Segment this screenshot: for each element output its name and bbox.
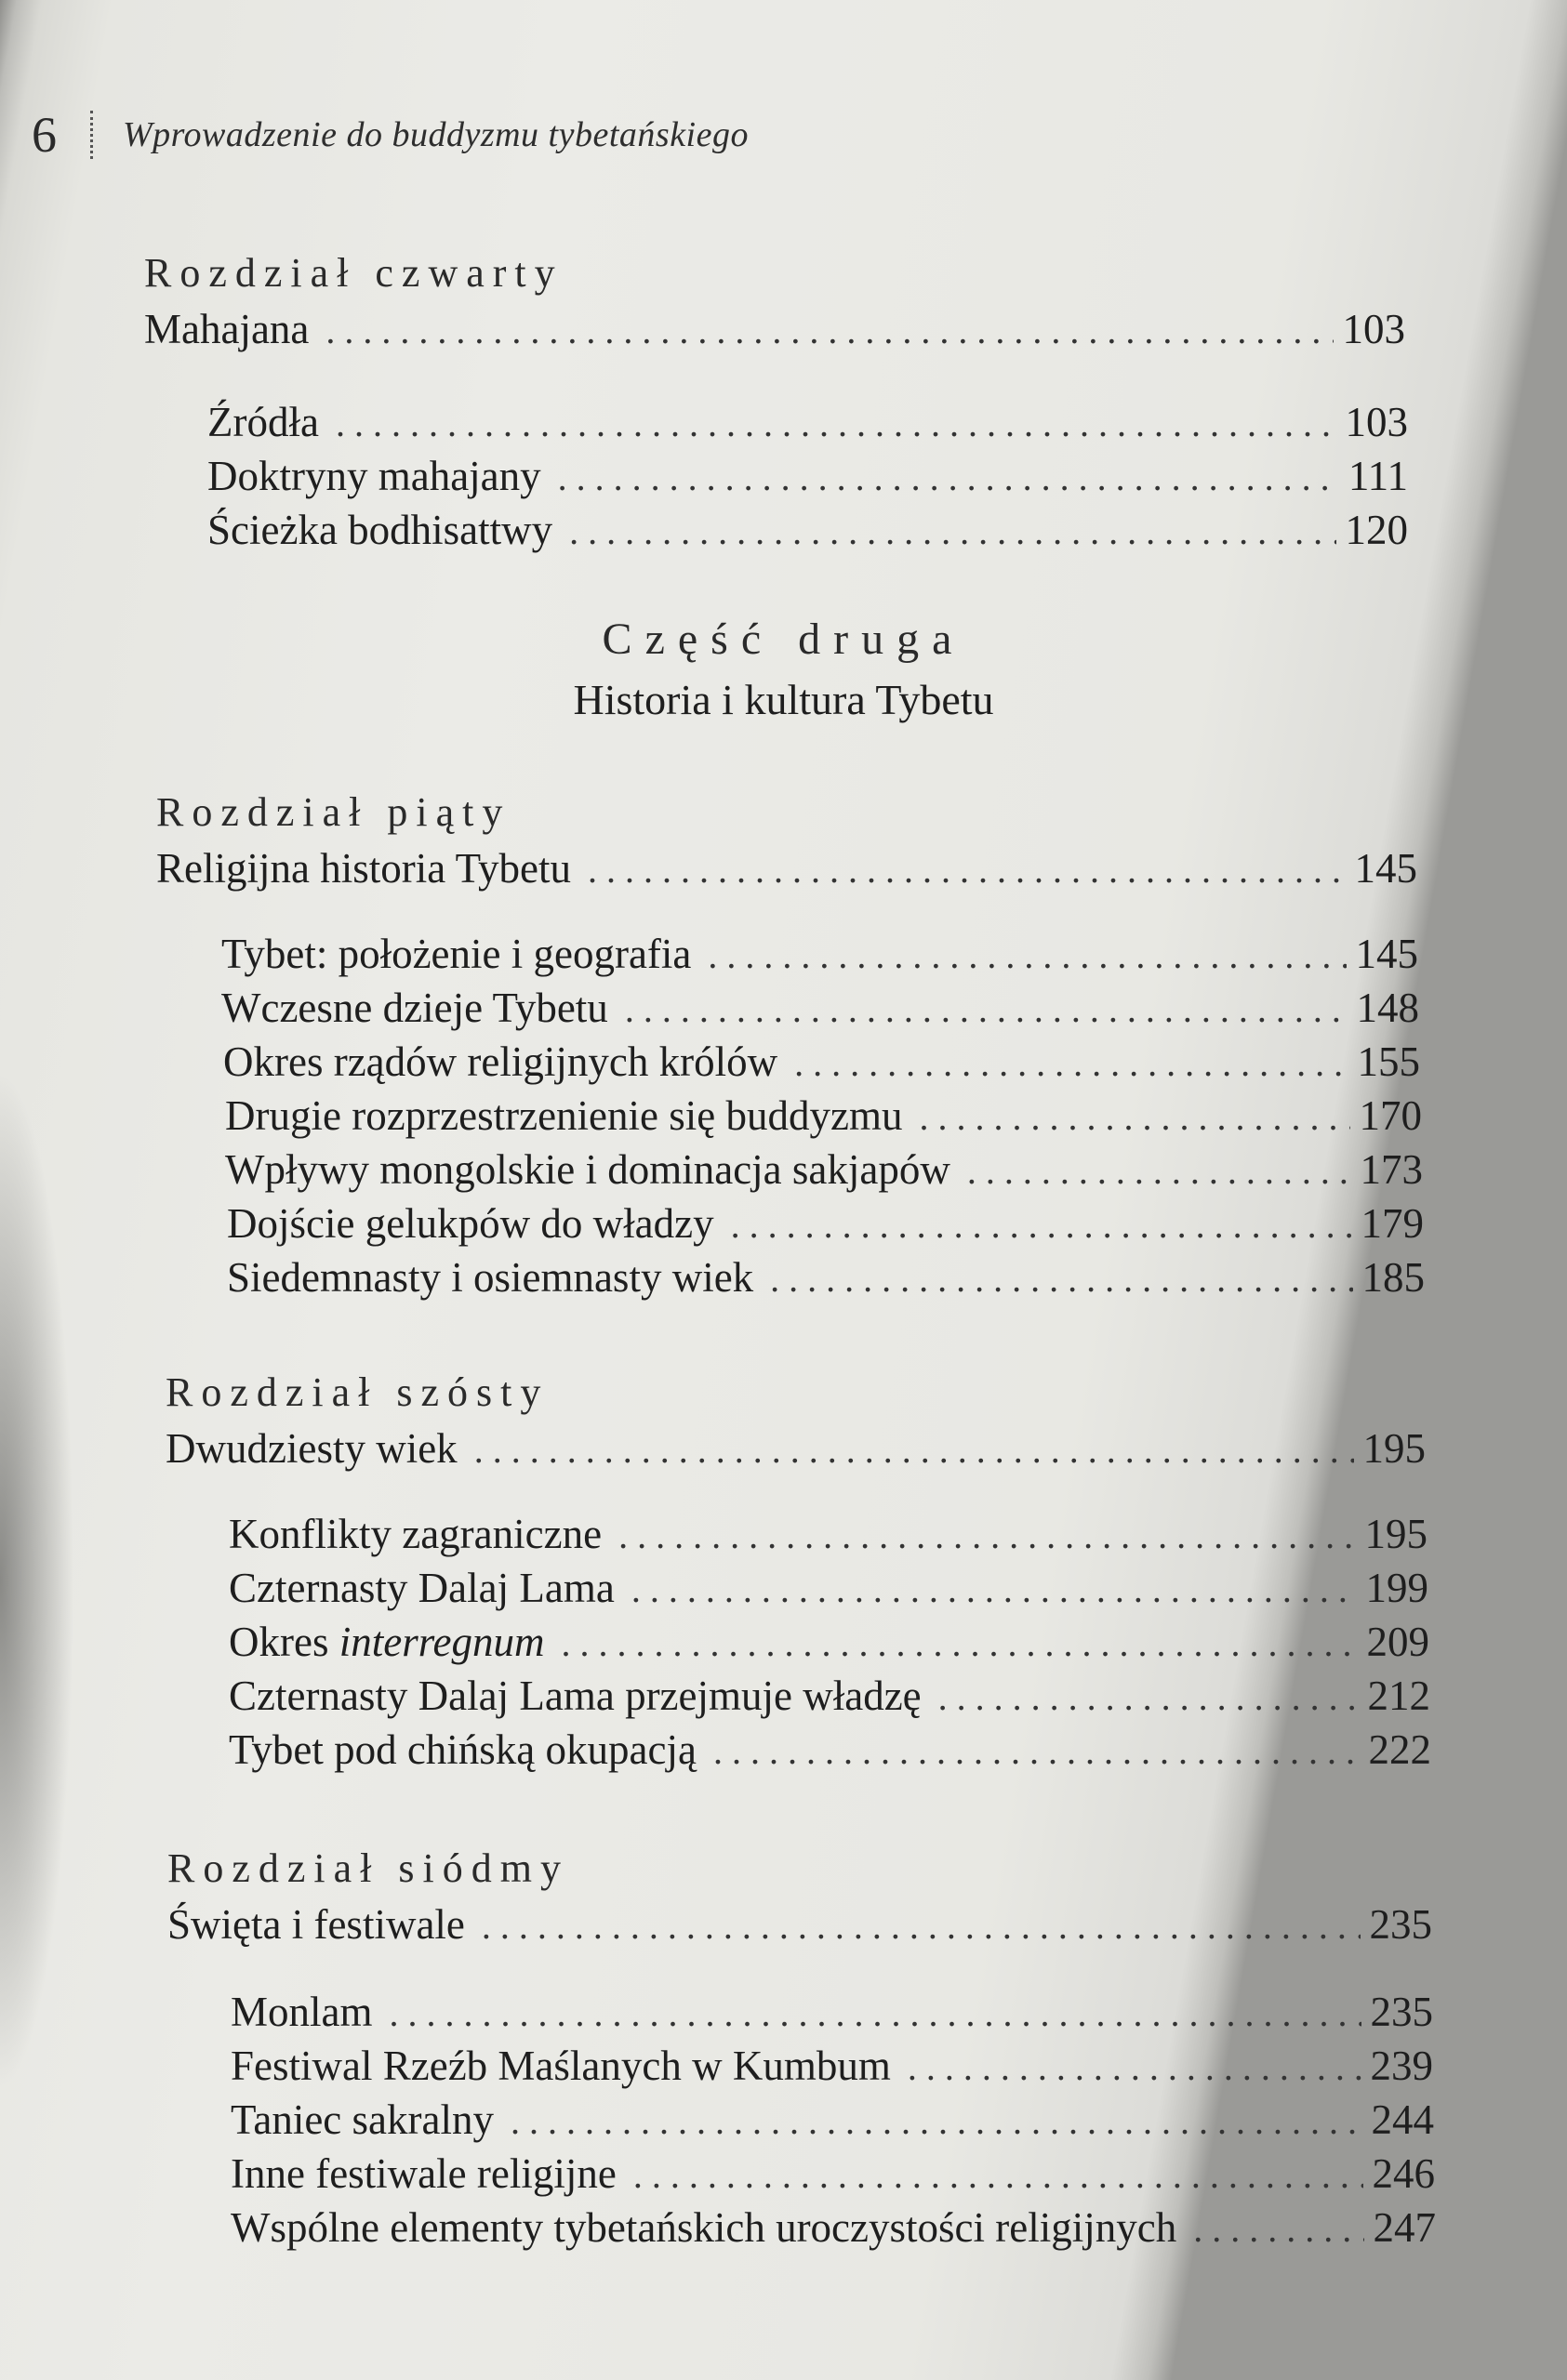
- toc-entry-title: Czternasty Dalaj Lama: [229, 1565, 615, 1611]
- toc-entry-page: 195: [1362, 1425, 1426, 1472]
- toc-entry-title: Święta i festiwale: [167, 1901, 465, 1948]
- toc-entry-page: 173: [1360, 1146, 1423, 1193]
- dot-leader: [919, 1095, 1349, 1139]
- toc-entry[interactable]: [207, 506, 1408, 554]
- toc-entry-title: Wpływy mongolskie i dominacja sakjapów: [225, 1146, 950, 1193]
- toc-entry[interactable]: [229, 1564, 1428, 1612]
- toc-entry-title: Mahajana: [144, 306, 310, 352]
- toc-entry-title: Dwudziesty wiek: [166, 1425, 458, 1472]
- toc-entry-page: 111: [1348, 453, 1408, 499]
- toc-entry[interactable]: [231, 2149, 1435, 2198]
- toc-entry-page: 195: [1364, 1511, 1428, 1557]
- toc-entry-page: 235: [1369, 1901, 1432, 1948]
- toc-entry-page: 103: [1342, 306, 1405, 352]
- dot-leader: [1193, 2207, 1363, 2251]
- toc-entry[interactable]: [221, 930, 1418, 978]
- dot-leader: [908, 2045, 1361, 2089]
- toc-entry-title: Tybet: położenie i geografia: [221, 931, 692, 977]
- toc-entry[interactable]: [207, 452, 1408, 500]
- toc-entry-page: 244: [1371, 2096, 1434, 2143]
- toc-entry-title: Doktryny mahajany: [207, 453, 541, 499]
- toc-entry[interactable]: [229, 1510, 1428, 1558]
- toc-entry-page: 170: [1359, 1092, 1422, 1139]
- dot-leader: [336, 402, 1336, 445]
- toc-entry[interactable]: [231, 2096, 1434, 2144]
- toc-entry-title: Czternasty Dalaj Lama przejmuje władzę: [229, 1673, 922, 1719]
- toc-entry-page: 199: [1365, 1565, 1428, 1611]
- toc-entry-page: 145: [1355, 931, 1418, 977]
- toc-entry[interactable]: [225, 1091, 1422, 1140]
- dot-leader: [770, 1257, 1352, 1301]
- toc-entry[interactable]: [227, 1199, 1424, 1248]
- toc-entry-title: Inne festiwale religijne: [231, 2150, 617, 2197]
- toc-entry-page: 212: [1367, 1673, 1430, 1719]
- toc-entry-title: Konflikty zagraniczne: [229, 1511, 603, 1557]
- dot-leader: [562, 1621, 1358, 1665]
- toc-entry-page: 179: [1361, 1200, 1424, 1247]
- toc-entry-page: 145: [1354, 845, 1417, 892]
- toc-entry-title: Monlam: [231, 1989, 373, 2035]
- chapter-label: Rozdział szósty: [166, 1369, 550, 1415]
- toc-entry-page: 209: [1366, 1619, 1429, 1665]
- toc-entry[interactable]: [231, 2042, 1433, 2090]
- toc-entry-title: Źródła: [207, 399, 319, 445]
- toc-entry[interactable]: [229, 1618, 1429, 1666]
- toc-entry[interactable]: [207, 398, 1408, 446]
- toc-entry-title: Dojście gelukpów do władzy: [227, 1200, 714, 1247]
- toc-entry[interactable]: [225, 1145, 1423, 1194]
- toc-entry-title-prefix: Okres: [229, 1619, 339, 1665]
- toc-entry-page: 239: [1370, 2043, 1433, 2089]
- toc-entry-page: 222: [1368, 1726, 1431, 1773]
- toc-entry-page: 148: [1356, 985, 1419, 1031]
- chapter-label: Rozdział piąty: [156, 789, 511, 835]
- toc-chapter-entry[interactable]: [144, 305, 1405, 353]
- toc-entry-title: Okres rządów religijnych królów: [223, 1038, 778, 1085]
- dot-leader: [713, 1729, 1360, 1773]
- toc-entry-page: 155: [1357, 1038, 1420, 1085]
- dot-leader: [625, 987, 1348, 1031]
- toc-chapter-entry[interactable]: [166, 1424, 1426, 1473]
- part-label: Część druga: [602, 615, 965, 664]
- toc-entry-title: Ścieżka bodhisattwy: [207, 507, 553, 553]
- toc-entry-title: Wczesne dzieje Tybetu: [221, 985, 608, 1031]
- toc-entry-page: 235: [1370, 1989, 1433, 2035]
- toc-entry[interactable]: [229, 1672, 1430, 1720]
- toc-chapter-entry[interactable]: [167, 1900, 1432, 1949]
- toc-entry-page: 246: [1372, 2150, 1435, 2197]
- dot-leader: [588, 848, 1346, 892]
- dot-leader: [482, 1904, 1361, 1948]
- toc-entry-page: 103: [1345, 399, 1408, 445]
- toc-entry-title: Drugie rozprzestrzenienie się buddyzmu: [225, 1092, 903, 1139]
- dot-leader: [794, 1041, 1348, 1085]
- toc-entry-title-italic: interregnum: [339, 1619, 545, 1665]
- dot-leader: [569, 509, 1335, 553]
- toc-entry-title: Siedemnasty i osiemnasty wiek: [227, 1254, 754, 1301]
- toc-entry[interactable]: [231, 2203, 1436, 2252]
- dot-leader: [708, 933, 1346, 977]
- toc-entry-title: Wspólne elementy tybetańskich uroczystości religijnych: [231, 2204, 1177, 2251]
- dot-leader: [558, 456, 1339, 499]
- chapter-label: Rozdział czwarty: [144, 250, 564, 296]
- toc-entry-title: Tybet pod chińską okupacją: [229, 1726, 697, 1773]
- toc-entry-page: 185: [1361, 1254, 1425, 1301]
- dot-leader: [938, 1675, 1359, 1719]
- toc-entry-page: 247: [1373, 2204, 1436, 2251]
- toc-entry[interactable]: [231, 1988, 1433, 2036]
- dot-leader: [731, 1203, 1352, 1247]
- running-title: Wprowadzenie do buddyzmu tybetańskiego: [123, 115, 749, 154]
- toc-entry-title: Religijna historia Tybetu: [156, 845, 571, 892]
- dot-leader: [967, 1149, 1351, 1193]
- toc-entry-page: 120: [1345, 507, 1408, 553]
- toc-entry[interactable]: [221, 984, 1419, 1032]
- dot-leader: [511, 2099, 1362, 2143]
- toc-entry[interactable]: [223, 1038, 1420, 1086]
- toc-entry-title: Festiwal Rzeźb Maślanych w Kumbum: [231, 2043, 891, 2089]
- toc-entry-title: Taniec sakralny: [231, 2096, 494, 2143]
- part-title: Historia i kultura Tybetu: [573, 676, 994, 723]
- dot-leader: [325, 309, 1333, 352]
- dot-leader: [631, 1567, 1357, 1611]
- toc-entry[interactable]: [227, 1253, 1425, 1302]
- dot-leader: [390, 1991, 1361, 2035]
- toc-entry-title: [229, 1618, 545, 1666]
- dot-leader: [618, 1514, 1355, 1557]
- dot-leader: [633, 2153, 1363, 2197]
- toc-entry[interactable]: [229, 1726, 1431, 1774]
- toc-chapter-entry[interactable]: [156, 844, 1417, 892]
- chapter-label: Rozdział siódmy: [167, 1845, 569, 1891]
- dot-leader: [474, 1428, 1354, 1472]
- page-number: 6: [32, 107, 57, 163]
